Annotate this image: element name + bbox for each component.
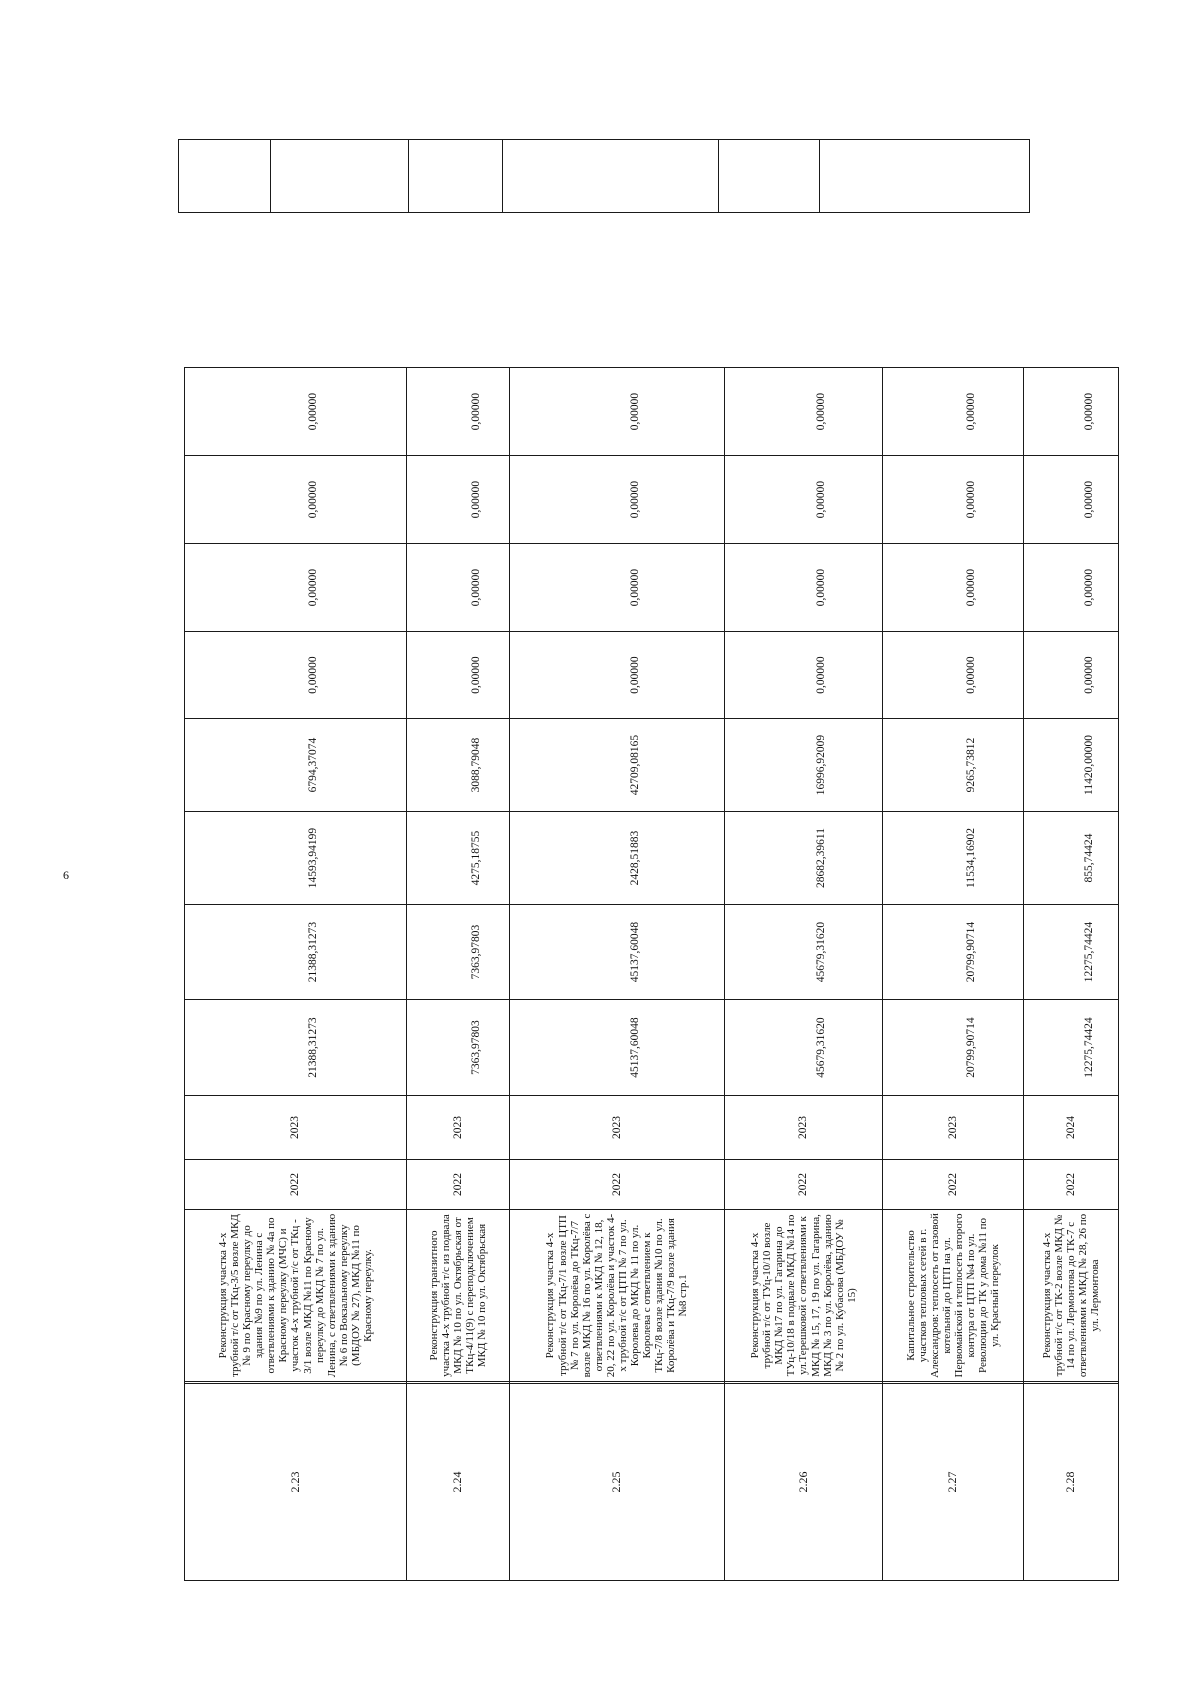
start-year: 2022 (407, 1160, 510, 1210)
value-3: 4275,18755 (407, 812, 510, 905)
value-2: 45137,60048 (510, 905, 725, 1000)
stub-cell (271, 140, 409, 213)
stub-cell (409, 140, 503, 213)
start-year: 2022 (883, 1160, 1024, 1210)
end-year: 2024 (1024, 1096, 1119, 1160)
value-4: 42709,08165 (510, 719, 725, 812)
table-row (185, 368, 407, 1581)
row-number: 2.27 (883, 1384, 1024, 1581)
value-7: 0,00000 (725, 456, 883, 544)
value-5: 0,00000 (407, 632, 510, 719)
table-row (510, 368, 725, 1581)
value-1: 21388,31273 (185, 1000, 407, 1096)
value-8: 0,00000 (185, 368, 407, 456)
end-year: 2023 (510, 1096, 725, 1160)
stub-cell (179, 140, 271, 213)
start-year: 2022 (1024, 1160, 1119, 1210)
value-1: 7363,97803 (407, 1000, 510, 1096)
value-3: 11534,16902 (883, 812, 1024, 905)
value-7: 0,00000 (185, 456, 407, 544)
value-4: 6794,37074 (185, 719, 407, 812)
object-description: Реконструкция транзитного участка 4-х трубной т/с из подвала МКД № 10 по ул. Октябрьская от ТКц-4/11(9) с переподключением МКД № 10 по ул. Октябрьская (407, 1210, 510, 1382)
row-number: 2.23 (185, 1384, 407, 1581)
value-8: 0,00000 (883, 368, 1024, 456)
empty-cell (407, 1382, 510, 1384)
end-year: 2023 (185, 1096, 407, 1160)
row-number: 2.25 (510, 1384, 725, 1581)
object-description: Реконструкция участка 4-х трубной т/с от ТК-2 возле МКД № 14 по ул. Лермонтова до ТК-7 с ответвлениями к МКД № 28, 26 по ул. Лермонтова (1024, 1210, 1119, 1382)
value-4: 16996,92009 (725, 719, 883, 812)
start-year: 2022 (725, 1160, 883, 1210)
start-year: 2022 (185, 1160, 407, 1210)
value-1: 20799,90714 (883, 1000, 1024, 1096)
table-row (725, 368, 883, 1581)
start-year: 2022 (510, 1160, 725, 1210)
value-6: 0,00000 (185, 544, 407, 632)
value-5: 0,00000 (510, 632, 725, 719)
value-6: 0,00000 (510, 544, 725, 632)
value-2: 21388,31273 (185, 905, 407, 1000)
value-7: 0,00000 (883, 456, 1024, 544)
empty-cell (883, 1382, 1024, 1384)
value-6: 0,00000 (725, 544, 883, 632)
value-6: 0,00000 (1024, 544, 1119, 632)
empty-cell (725, 1382, 883, 1384)
value-5: 0,00000 (883, 632, 1024, 719)
stub-cell (503, 140, 719, 213)
value-7: 0,00000 (407, 456, 510, 544)
stub-cell (820, 140, 1030, 213)
end-year: 2023 (407, 1096, 510, 1160)
value-8: 0,00000 (1024, 368, 1119, 456)
value-3: 28682,39611 (725, 812, 883, 905)
table-row (1024, 368, 1119, 1581)
value-8: 0,00000 (725, 368, 883, 456)
value-1: 12275,74424 (1024, 1000, 1119, 1096)
investment-program-table (184, 367, 1119, 1581)
value-4: 11420,00000 (1024, 719, 1119, 812)
object-description: Реконструкция участка 4-х трубной т/с от ТКц-7/1 возле ЦТП № 7 по ул. Королёва до ТКц-7/7 возле МКД № 16 по ул. Королёва с ответвлениями к МКД № 12, 18, 20, 22 по ул. Королёва и участок 4-х трубной т/с от ЦТП № 7 по ул. Королева до МКД № 11 по ул. Королева с ответвлением к ТКц-7/8 возле здания №10 по ул. Королёва и ТКц-7/9 возле здания №8 стр.1 (510, 1210, 725, 1382)
value-2: 7363,97803 (407, 905, 510, 1000)
value-7: 0,00000 (1024, 456, 1119, 544)
value-2: 12275,74424 (1024, 905, 1119, 1000)
value-1: 45679,31620 (725, 1000, 883, 1096)
row-number: 2.26 (725, 1384, 883, 1581)
value-2: 20799,90714 (883, 905, 1024, 1000)
value-7: 0,00000 (510, 456, 725, 544)
value-5: 0,00000 (725, 632, 883, 719)
empty-cell (185, 1382, 407, 1384)
table-row (407, 368, 510, 1581)
value-5: 0,00000 (1024, 632, 1119, 719)
stub-cell (719, 140, 820, 213)
table-row (883, 368, 1024, 1581)
row-number: 2.24 (407, 1384, 510, 1581)
value-2: 45679,31620 (725, 905, 883, 1000)
object-description: Реконструкция участка 4-х трубной т/с от ТКц-3/5 возле МКД № 9 по Красному переулку до здания №9 по ул. Ленина с ответвлениями к зданию № 4а по Красному переулку (МЧС) и участок 4-х трубной т/с от ТКц - 3/1 возле МКД №11 по Красному переулку до МКД № 7 по ул. Ленина, с ответвлениями к зданию № 6 по Вокзальному переулку (МБДОУ № 27), МКД №11 по Красному переулку. (185, 1210, 407, 1382)
value-8: 0,00000 (510, 368, 725, 456)
value-8: 0,00000 (407, 368, 510, 456)
value-5: 0,00000 (185, 632, 407, 719)
value-3: 14593,94199 (185, 812, 407, 905)
value-3: 855,74424 (1024, 812, 1119, 905)
value-4: 9265,73812 (883, 719, 1024, 812)
end-year: 2023 (725, 1096, 883, 1160)
end-year: 2023 (883, 1096, 1024, 1160)
empty-cell (510, 1382, 725, 1384)
row-number: 2.28 (1024, 1384, 1119, 1581)
object-description: Реконструкция участка 4-х трубной т/с от ТУц-10/10 возле МКД №17 по ул. Гагарина до ТУц-10/18 в подвале МКД №14 по ул.Терешковой с ответвлениями к МКД № 15, 17, 19 по ул. Гагарина, МКД № 3 по ул. Королёва, зданию № 2 по ул. Кубасова (МБДОУ № 15) (725, 1210, 883, 1382)
page-mark: 6 (63, 868, 69, 882)
object-description: Капитальное строительство участков тепловых сетей в г. Александров: теплосеть от газовой котельной до ЦТП на ул. Первомайской и теплосеть второго контура от ЦТП №4 по ул. Революции до ТК у дома №11 по ул. Красный переулок (883, 1210, 1024, 1382)
value-3: 2428,51883 (510, 812, 725, 905)
value-6: 0,00000 (407, 544, 510, 632)
value-4: 3088,79048 (407, 719, 510, 812)
value-6: 0,00000 (883, 544, 1024, 632)
value-1: 45137,60048 (510, 1000, 725, 1096)
continuation-stub-table (178, 139, 1030, 213)
empty-cell (1024, 1382, 1119, 1384)
